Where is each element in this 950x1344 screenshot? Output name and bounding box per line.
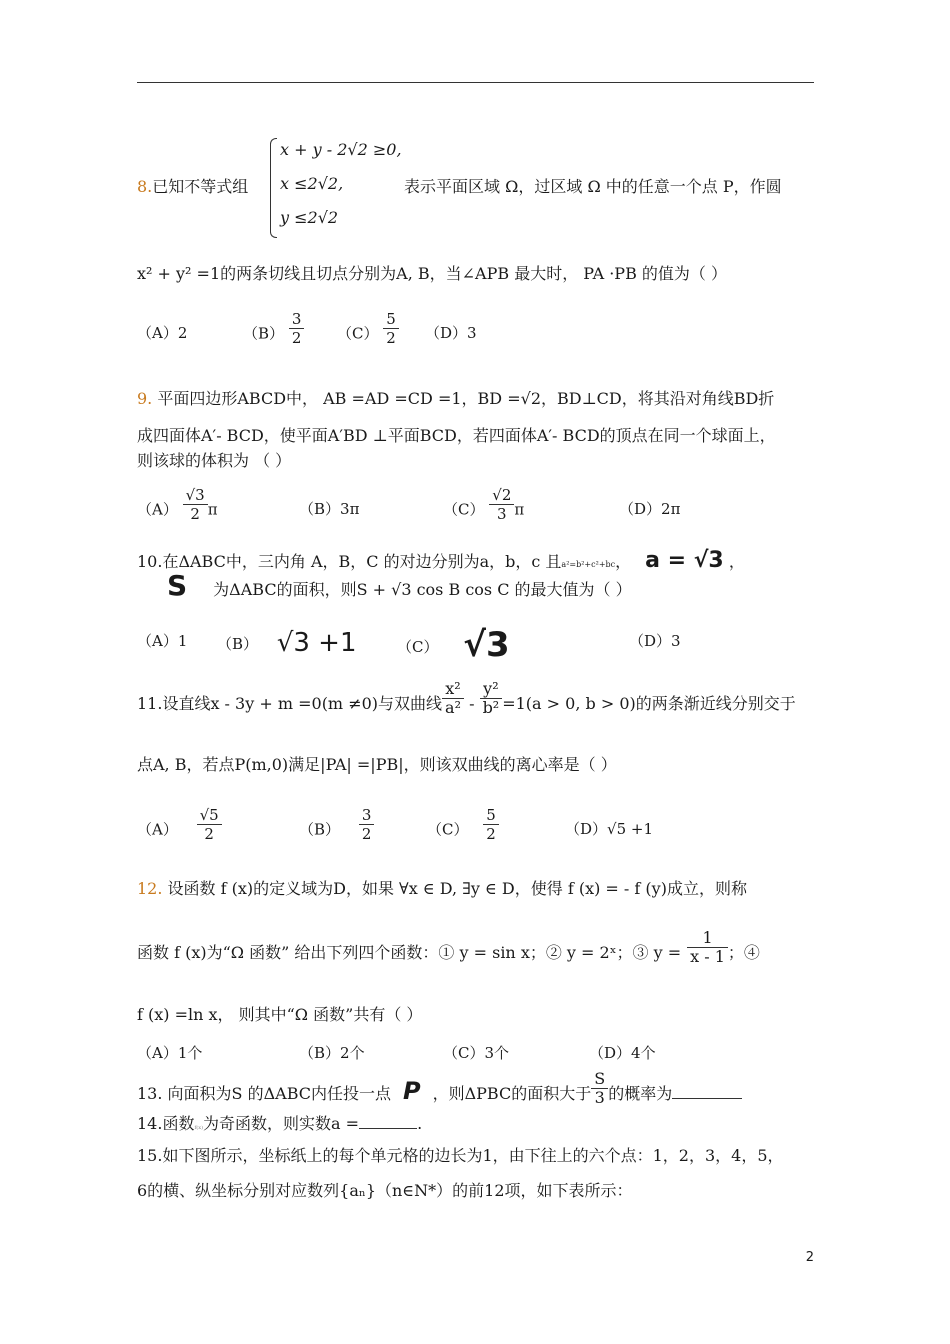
q10-line1: 10.在ΔABC中，三内角 A，B，C 的对边分别为a，b，c 且a²=b²+c²+bc， a = √3 ，: [137, 548, 745, 573]
q12-option-b: （B）2个: [299, 1044, 365, 1062]
brace-icon: [270, 138, 277, 238]
q9-option-c-label: （C）: [443, 500, 485, 519]
frac-num: 5: [383, 310, 399, 329]
frac-num: S: [591, 1070, 608, 1089]
frac-num: 5: [483, 806, 499, 825]
q11-minus: -: [463, 694, 480, 713]
pi-symbol: π: [207, 500, 218, 519]
q15-line1: 15.如下图所示，坐标纸上的每个单元格的边长为1，由下往上的六个点：1，2，3，4，5，: [137, 1146, 784, 1165]
q12-option-d: （D）4个: [589, 1044, 656, 1062]
q15-line2: 6的横、纵坐标分别对应数列{aₙ}（n∈N*）的前12项，如下表所示：: [137, 1181, 633, 1200]
q9-line2: 成四面体A′- BCD，使平面A′BD ⊥平面BCD，若四面体A′- BCD的顶点在同一个球面上，: [137, 426, 776, 445]
q10-option-b-label: （B）: [217, 635, 259, 653]
pi-symbol: π: [514, 500, 525, 519]
frac-den: 2: [204, 825, 214, 843]
q8-option-c: [337, 310, 399, 347]
frac-num: x²: [442, 680, 464, 699]
frac-den: 2: [361, 825, 372, 843]
q11-option-a-fraction: [197, 806, 222, 843]
frac-num: √2: [489, 486, 514, 505]
frac-den: 2: [486, 825, 496, 843]
q10-option-c-value: √3: [463, 625, 510, 665]
q11-option-b-fraction: [359, 806, 375, 843]
frac-den: a²: [445, 698, 461, 717]
q11-text-b: =1(a > 0, b > 0)的两条渐近线分别交于: [502, 694, 796, 713]
q13-text-c: 的概率为: [608, 1084, 673, 1103]
frac-den: x - 1: [690, 947, 725, 966]
q10-option-b-value: √3 +1: [276, 628, 357, 658]
frac-den: 3: [497, 505, 507, 523]
q9-number: 9.: [137, 389, 153, 408]
q12-number: 12.: [137, 879, 163, 898]
frac-den: 2: [291, 329, 302, 347]
frac-num: 3: [289, 310, 305, 329]
q12-text2b: ；④: [727, 943, 760, 962]
q8-ineq-row-3: y ≤2√2: [280, 208, 339, 227]
q12-text: 设函数 f (x)的定义域为D，如果 ∀x ∈ D, ∃y ∈ D，使得 f (x) = - f (y)成立，则称: [162, 879, 747, 898]
q10-option-b: [217, 628, 357, 658]
q12-option-c: （C）3个: [443, 1044, 510, 1062]
q9-option-c-fraction: [489, 486, 514, 523]
q11-option-a-label: （A）: [137, 820, 178, 839]
q12-line3: f (x) =ln x， 则其中“Ω 函数”共有（ ）: [137, 1005, 423, 1024]
q8-option-b-fraction: [289, 310, 305, 347]
frac-num: 1: [687, 929, 728, 948]
q11-option-b-label: （B）: [299, 820, 341, 839]
q10-a-value: a = √3: [645, 548, 724, 573]
q10-big-s: S: [167, 569, 188, 602]
q8-ineq-row-2: x ≤2√2,: [280, 174, 344, 193]
q14-text-a: 14.函数: [137, 1114, 195, 1133]
q8-line1: [137, 176, 248, 198]
q14-answer-blank[interactable]: [359, 1114, 417, 1129]
q9-line1: [137, 388, 774, 410]
q11-option-c: [427, 806, 499, 843]
q12-fraction: [687, 929, 728, 966]
q13-fraction: [591, 1070, 608, 1107]
header-rule: [137, 82, 814, 83]
frac-num: y²: [480, 680, 503, 699]
q11-fraction-y: [480, 680, 503, 717]
q9-line3: 则该球的体积为 （ ）: [137, 451, 292, 470]
q10-text: 10.在ΔABC中，三内角 A，B，C 的对边分别为a，b，c 且: [137, 552, 562, 571]
frac-den: 2: [190, 505, 200, 523]
q11-line2: 点A, B，若点P(m,0)满足|PA| =|PB|，则该双曲线的离心率是（ ）: [137, 755, 617, 774]
q13-text-b: ，则ΔPBC的面积大于: [432, 1084, 592, 1103]
q8-number: 8.: [137, 177, 153, 196]
q8-option-a: （A）2: [137, 324, 188, 342]
frac-den: 2: [386, 329, 396, 347]
q14-tiny-expr: f(x): [194, 1125, 204, 1131]
q9-option-a-fraction: [183, 486, 208, 523]
q13-answer-blank[interactable]: [672, 1084, 742, 1099]
q14-line: [137, 1113, 422, 1139]
q11-option-c-label: （C）: [427, 820, 469, 839]
q10-option-c-label: （C）: [397, 638, 439, 656]
q9-option-c: [443, 486, 525, 523]
q13-line: [137, 1069, 742, 1107]
q10-line2: [137, 569, 632, 602]
q12-line2: [137, 928, 760, 966]
q9-text: 平面四边形ABCD中， AB =AD =CD =1，BD =√2，BD⊥CD，将其沿对角线BD折: [152, 389, 775, 408]
q13-big-p: P: [403, 1077, 421, 1105]
q14-text-c: .: [417, 1114, 423, 1133]
q9-option-d: （D）2π: [619, 500, 681, 518]
q10-small-condition: a²=b²+c²+bc: [561, 560, 616, 569]
q9-option-a-label: （A）: [137, 500, 178, 519]
q8-option-b: [243, 310, 304, 347]
frac-den: b²: [482, 698, 500, 717]
page-number: 2: [805, 1250, 814, 1265]
q10-option-c: [397, 625, 510, 665]
q8-option-c-label: （C）: [337, 324, 379, 343]
q11-option-c-fraction: [483, 806, 499, 843]
q14-text-b: 为奇函数，则实数a =: [203, 1114, 360, 1133]
q8-inequality-system: [270, 138, 410, 238]
frac-den: 3: [594, 1088, 605, 1107]
q9-option-b: （B）3π: [299, 500, 360, 518]
q11-line1: [137, 679, 796, 717]
q11-option-b: [299, 806, 374, 843]
q8-option-c-fraction: [383, 310, 399, 347]
q8-tail: 表示平面区域 Ω，过区域 Ω 中的任意一个点 P，作圆: [404, 177, 782, 196]
q10-option-a: （A）1: [137, 632, 188, 650]
q10-text2: 为ΔABC的面积，则S + √3 cos B cos C 的最大值为（ ）: [213, 580, 632, 599]
q8-ineq-row-1: x + y - 2√2 ≥0,: [280, 140, 402, 159]
frac-num: √5: [197, 806, 222, 825]
frac-num: 3: [359, 806, 375, 825]
frac-num: √3: [183, 486, 208, 505]
q11-fraction-x: [442, 680, 464, 717]
q8-option-d: （D）3: [425, 324, 477, 342]
q10-option-d: （D）3: [629, 632, 681, 650]
q13-text-a: 13. 向面积为S 的ΔABC内任投一点: [137, 1084, 391, 1103]
q12-line1: [137, 878, 747, 900]
q12-text2a: 函数 f (x)为“Ω 函数” 给出下列四个函数：① y = sin x；② y = 2ˣ；③ y =: [137, 943, 682, 962]
q8-option-b-label: （B）: [243, 324, 285, 343]
q11-text-a: 11.设直线x - 3y + m =0(m ≠0)与双曲线: [137, 694, 443, 713]
q8-line2: x² + y² =1的两条切线且切点分别为A, B，当∠APB 最大时， PA ·PB 的值为（ ）: [137, 264, 728, 283]
q12-option-a: （A）1个: [137, 1044, 203, 1062]
q11-option-a: [137, 806, 222, 843]
q9-option-a: [137, 486, 218, 523]
q8-lead: 已知不等式组: [152, 177, 249, 196]
q11-option-d: （D）√5 +1: [565, 820, 654, 838]
